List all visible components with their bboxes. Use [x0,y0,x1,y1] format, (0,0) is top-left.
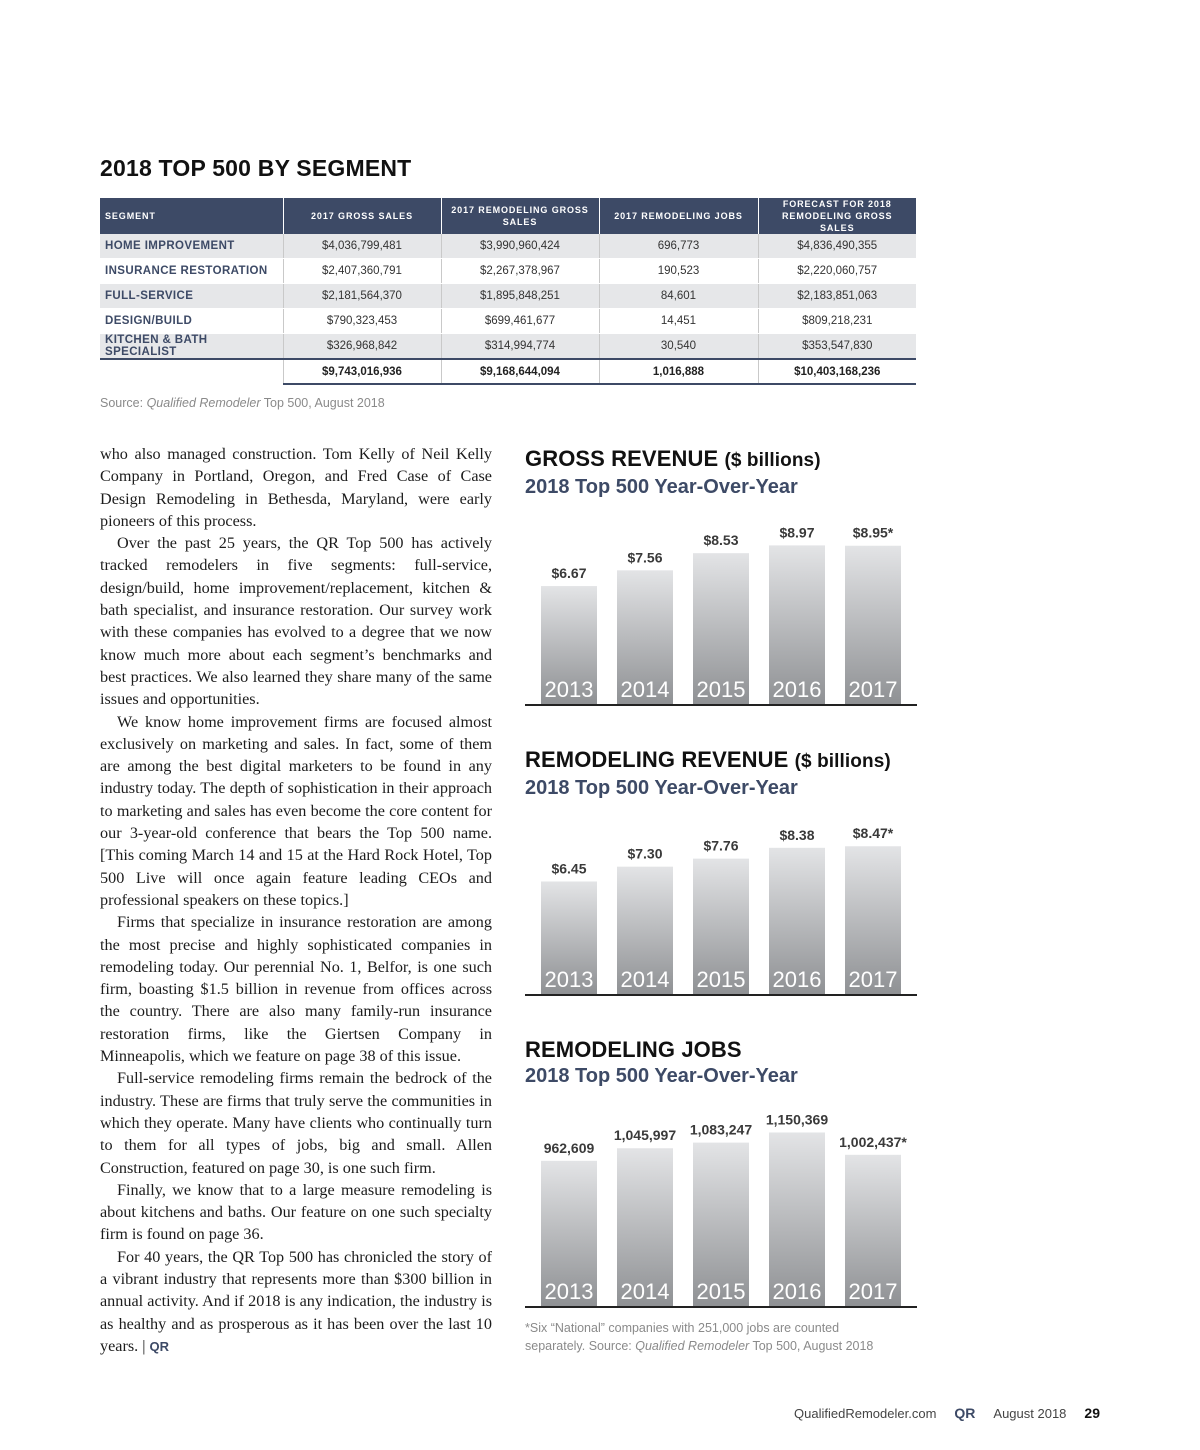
footer-site: QualifiedRemodeler.com [794,1405,937,1421]
segment-name: KITCHEN & BATH SPECIALIST [100,334,283,360]
year-tick-label: 2013 [544,967,594,992]
year-tick-label: 2016 [772,1279,822,1304]
chart-title [525,747,917,775]
chart-footnote [525,1319,925,1355]
chart-title-unit: ($ billions) [724,450,821,471]
segment-table [100,198,916,385]
chart-plot [525,500,917,706]
article-paragraph [100,1246,492,1358]
article-paragraph: Over the past 25 years, the QR Top 500 has actively tracked remodelers in five segments: full-service, design/build, home improvement/replacement, kitchen & bath specialist, and insurance restoration. Our survey work with these companies has evolved to a degree that we now know much more about each segment’s benchmarks and best practices. We also learned they share many of the same issues and opportunities. [100,534,492,709]
total-cell: $10,403,168,236 [758,359,916,384]
source-publication: Qualified Remodeler [146,396,261,410]
table-cell: $2,181,564,370 [283,284,441,309]
article-paragraph: Full-service remodeling firms remain the bedrock of the industry. These are firms that truly serve the communities in which they operate. Many have clients who continually turn to them for all types of jobs, big and small. Allen Construction, featured on page 30, is one such firm. [100,1069,492,1177]
bar-value-label: 1,045,997 [613,1127,677,1144]
column-header: 2017 GROSS SALES [283,198,441,234]
chart-plot [525,1089,917,1308]
table-cell: $809,218,231 [758,309,916,334]
year-tick-label: 2016 [772,677,822,702]
total-cell: $9,743,016,936 [283,359,441,384]
footnote-prefix: separately. Source: [525,1339,636,1353]
remodeling-revenue-chart [525,747,917,996]
table-cell: 30,540 [599,334,758,360]
table-cell: $4,836,490,355 [758,234,916,259]
table-cell: 14,451 [599,309,758,334]
year-tick-label: 2017 [848,677,898,702]
article-paragraph: Firms that specialize in insurance restoration are among the most precise and highly sophisticated companies in remodeling today. Our perennial No. 1, Belfor, is one such firm, boasting $1.5 billion in revenue from offices across the country. There are also many family-run insurance restoration firms, like the Giertsen Company in Minneapolis, which we feature on page 38 of this issue. [100,913,492,1066]
bar-value-label: $8.53 [703,532,739,549]
footer-issue: August 2018 [993,1405,1067,1421]
segment-name: INSURANCE RESTORATION [100,259,283,284]
bar-value-label: $7.76 [703,837,739,854]
article-last-text: For 40 years, the QR Top 500 has chronicled the story of a vibrant industry that represents more than $300 billion in annual activity. And if 2018 is any indication, the industry is as healthy and as prosperous as it has been over the last 10 years. | [100,1247,492,1355]
bar-value-label: 1,083,247 [689,1121,753,1138]
footnote-line: *Six “National” companies with 251,000 jobs are counted [525,1321,840,1335]
qr-end-mark: QR [149,1338,170,1354]
year-tick-label: 2014 [620,677,670,702]
bar-value-label: $8.95* [852,524,894,541]
qr-logo: QR [954,1405,976,1421]
year-tick-label: 2015 [696,677,746,702]
segment-name: FULL-SERVICE [100,284,283,309]
chart-title-unit: ($ billions) [794,751,891,772]
bar-value-label: $7.56 [627,549,663,566]
article-paragraph: who also managed construction. Tom Kelly of Neil Kelly Company in Portland, Oregon, and Fred Case of Case Design Remodeling in Bethesda, Maryland, were early pioneers of this process. [100,445,492,530]
footnote-publication: Qualified Remodeler [635,1339,750,1353]
year-tick-label: 2013 [544,1279,594,1304]
article-body [100,443,492,1358]
table-cell: $314,994,774 [441,334,599,360]
chart-title: REMODELING JOBS [525,1037,742,1062]
column-header: 2017 REMODELING JOBS [599,198,758,234]
chart-subtitle: 2018 Top 500 Year-Over-Year [525,1065,798,1087]
column-header: SEGMENT [100,198,283,234]
year-tick-label: 2017 [848,1279,898,1304]
chart-subtitle: 2018 Top 500 Year-Over-Year [525,777,798,799]
table-row [100,309,916,334]
table-cell: $2,183,851,063 [758,284,916,309]
table-cell: $699,461,677 [441,309,599,334]
chart-title [525,446,917,474]
table-row [100,284,916,309]
year-tick-label: 2015 [696,967,746,992]
table-cell: $4,036,799,481 [283,234,441,259]
table-row [100,259,916,284]
gross-revenue-chart [525,446,917,706]
year-tick-label: 2014 [620,1279,670,1304]
chart-subtitle: 2018 Top 500 Year-Over-Year [525,476,798,498]
segment-table-title: 2018 TOP 500 BY SEGMENT [100,155,412,181]
table-cell: $790,323,453 [283,309,441,334]
bar-value-label: $8.97 [779,524,815,541]
table-cell: $353,547,830 [758,334,916,360]
year-tick-label: 2017 [848,967,898,992]
table-cell: $3,990,960,424 [441,234,599,259]
table-cell: $2,407,360,791 [283,259,441,284]
footnote-line [525,1337,925,1355]
table-row [100,234,916,259]
table-cell: $326,968,842 [283,334,441,360]
total-label-cell [100,359,283,384]
bar-value-label: 962,609 [543,1139,595,1156]
year-tick-label: 2014 [620,967,670,992]
column-header: 2017 REMODELING GROSS SALES [441,198,599,234]
footnote-suffix: Top 500, August 2018 [749,1339,874,1353]
page-number: 29 [1084,1405,1100,1421]
table-cell: 190,523 [599,259,758,284]
bar-value-label: $6.45 [551,860,587,877]
bar-value-label: $8.47* [852,825,894,842]
remodeling-jobs-chart [525,1037,917,1308]
article-paragraph: Finally, we know that to a large measure remodeling is about kitchens and baths. Our feature on one such specialty firm is found on page 36. [100,1180,492,1244]
total-cell: 1,016,888 [599,359,758,384]
table-cell: $2,267,378,967 [441,259,599,284]
year-tick-label: 2015 [696,1279,746,1304]
bar-value-label: 1,150,369 [765,1111,829,1128]
year-tick-label: 2016 [772,967,822,992]
bar-value-label: $8.38 [779,826,815,843]
table-source-note [100,396,385,410]
table-cell: 696,773 [599,234,758,259]
source-prefix: Source: [100,396,147,410]
bar-value-label: $7.30 [627,845,663,862]
table-cell: $2,220,060,757 [758,259,916,284]
table-cell: 84,601 [599,284,758,309]
table-header-row [100,198,916,234]
segment-name: DESIGN/BUILD [100,309,283,334]
bar-value-label: 1,002,437* [839,1133,907,1150]
chart-title-text: REMODELING REVENUE [525,747,789,772]
year-tick-label: 2013 [544,677,594,702]
segment-name: HOME IMPROVEMENT [100,234,283,259]
table-row [100,334,916,360]
bar-value-label: $6.67 [551,565,587,582]
total-cell: $9,168,644,094 [441,359,599,384]
table-total-row [100,359,916,384]
page-footer [794,1404,1100,1422]
column-header: FORECAST FOR 2018 REMODELING GROSS SALES [758,198,916,234]
source-suffix: Top 500, August 2018 [260,396,385,410]
chart-plot [525,801,917,996]
article-paragraph: We know home improvement firms are focused almost exclusively on marketing and sales. In fact, some of them are among the best digital marketers to be found in any industry today. The depth of sophistication in their approach to marketing and sales has even become the core content for our 3-year-old conference that bears the Top 500 name. [This coming March 14 and 15 at the Hard Rock Hotel, Top 500 Live will once again feature leading CEOs and professional speakers on these topics.] [100,712,492,909]
table-cell: $1,895,848,251 [441,284,599,309]
chart-title-text: GROSS REVENUE [525,446,719,471]
